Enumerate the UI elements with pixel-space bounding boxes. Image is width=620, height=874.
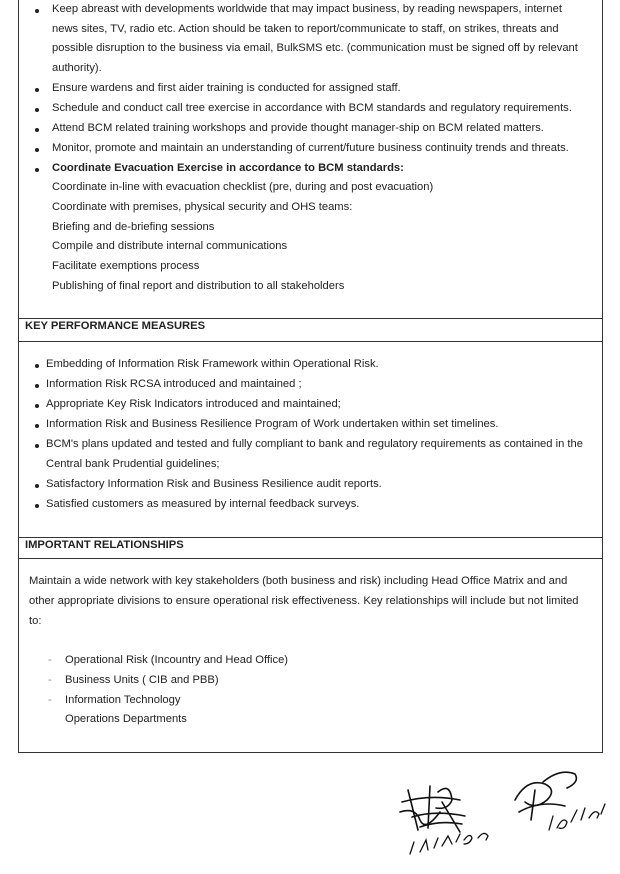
text-line: Ensure wardens and first aider training is conducted for assigned staff. bbox=[52, 82, 401, 94]
text-line: news sites, TV, radio etc. Action should be taken to report/communicate to staff, on strikes, threats and bbox=[52, 23, 559, 35]
text-line: Keep abreast with developments worldwide that may impact business, by reading newspapers, internet bbox=[52, 3, 562, 15]
section-divider bbox=[19, 558, 602, 559]
paragraph-line: Maintain a wide network with key stakeholders (both business and risk) including Head Office Matrix and and bbox=[29, 575, 568, 587]
kpm-item: Information Risk and Business Resilience Program of Work undertaken within set timelines. bbox=[46, 418, 499, 430]
sub-item: Coordinate in-line with evacuation checklist (pre, during and post evacuation) bbox=[52, 181, 434, 193]
paragraph-line: to: bbox=[29, 615, 42, 627]
signature-left bbox=[390, 772, 510, 862]
relationship-item: Information Technology bbox=[65, 694, 181, 706]
sub-item: Facilitate exemptions process bbox=[52, 260, 200, 272]
bullet-dot bbox=[35, 168, 39, 172]
bullet-dot bbox=[35, 148, 39, 152]
sub-item: Coordinate with premises, physical security and OHS teams: bbox=[52, 201, 353, 213]
bullet-dot bbox=[35, 364, 39, 368]
kpm-item: Appropriate Key Risk Indicators introduced and maintained; bbox=[46, 398, 341, 410]
dash-marker: - bbox=[48, 694, 52, 706]
bullet-dot bbox=[35, 404, 39, 408]
text-line: Schedule and conduct call tree exercise in accordance with BCM standards and regulatory requirements. bbox=[52, 102, 572, 114]
relationship-item: Operations Departments bbox=[65, 713, 187, 725]
section-divider bbox=[19, 318, 602, 319]
bullet-dot bbox=[35, 484, 39, 488]
sub-item: Publishing of final report and distribution to all stakeholders bbox=[52, 280, 345, 292]
sub-item: Compile and distribute internal communications bbox=[52, 240, 288, 252]
dash-marker: - bbox=[48, 674, 52, 686]
kpm-item: Satisfied customers as measured by internal feedback surveys. bbox=[46, 498, 360, 510]
dash-marker: - bbox=[48, 654, 52, 666]
relationship-item: Business Units ( CIB and PBB) bbox=[65, 674, 219, 686]
text-line: Monitor, promote and maintain an understanding of current/future business continuity trends and threats. bbox=[52, 142, 569, 154]
sub-item: Briefing and de-briefing sessions bbox=[52, 221, 215, 233]
bullet-dot bbox=[35, 504, 39, 508]
bullet-dot bbox=[35, 128, 39, 132]
section-divider bbox=[19, 537, 602, 538]
kpm-item: Central bank Prudential guidelines; bbox=[46, 458, 220, 470]
kpm-item: Satisfactory Information Risk and Business Resilience audit reports. bbox=[46, 478, 382, 490]
section-heading-kpm: KEY PERFORMANCE MEASURES bbox=[25, 320, 206, 332]
document-frame bbox=[18, 0, 603, 753]
text-line-bold: Coordinate Evacuation Exercise in accordance to BCM standards: bbox=[52, 162, 404, 174]
paragraph-line: other appropriate divisions to ensure operational risk effectiveness. Key relationships will include but not limited bbox=[29, 595, 579, 607]
bullet-dot bbox=[35, 424, 39, 428]
bullet-dot bbox=[35, 384, 39, 388]
bullet-dot bbox=[35, 444, 39, 448]
kpm-item: Embedding of Information Risk Framework within Operational Risk. bbox=[46, 358, 379, 370]
section-divider bbox=[19, 341, 602, 342]
relationship-item: Operational Risk (Incountry and Head Office) bbox=[65, 654, 289, 666]
bullet-dot bbox=[35, 108, 39, 112]
text-line: Attend BCM related training workshops and provide thought manager-ship on BCM related matters. bbox=[52, 122, 544, 134]
kpm-item: BCM's plans updated and tested and fully compliant to bank and regulatory requirements as contained in the bbox=[46, 438, 583, 450]
signature-right bbox=[505, 760, 615, 850]
section-heading-relationships: IMPORTANT RELATIONSHIPS bbox=[25, 539, 184, 551]
kpm-item: Information Risk RCSA introduced and maintained ; bbox=[46, 378, 302, 390]
text-line: possible disruption to the business via email, BulkSMS etc. (communication must be signed off by relevant bbox=[52, 42, 578, 54]
bullet-dot bbox=[35, 88, 39, 92]
text-line: authority). bbox=[52, 62, 102, 74]
bullet-dot bbox=[35, 9, 39, 13]
